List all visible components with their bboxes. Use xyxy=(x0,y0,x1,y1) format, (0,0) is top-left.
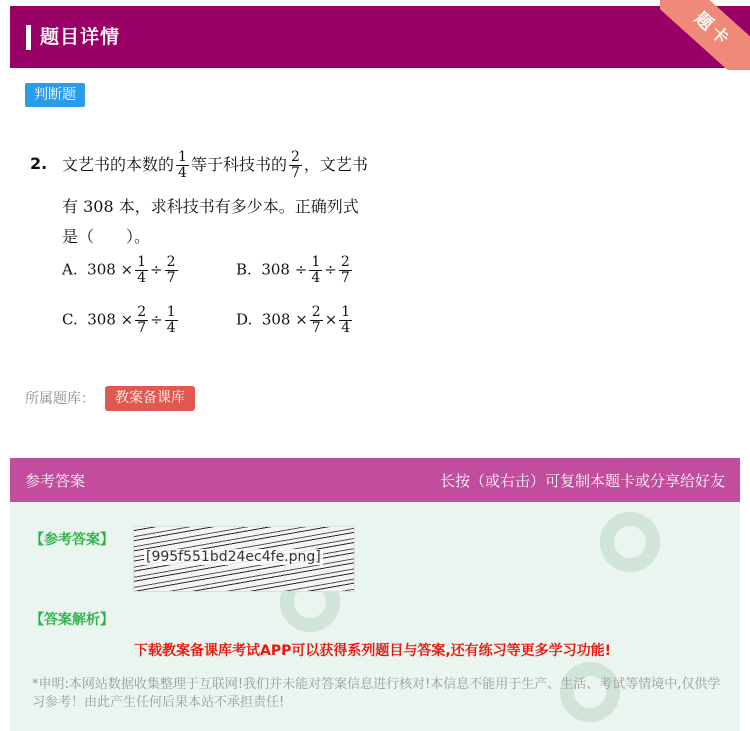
page-header xyxy=(10,6,750,68)
option-label: D. xyxy=(236,310,253,329)
reference-answer-label: 【参考答案】 xyxy=(30,532,114,548)
fraction-numerator: 2 xyxy=(340,254,350,270)
card-ribbon[interactable] xyxy=(660,0,750,70)
answer-image-filename: [995f551bd24ec4fe.png] xyxy=(146,549,321,565)
ribbon-label[interactable]: 题卡 xyxy=(660,0,750,70)
operator: ÷ xyxy=(150,310,163,329)
answer-body xyxy=(10,502,740,731)
answer-header xyxy=(10,458,740,502)
fraction-denominator: 7 xyxy=(311,320,321,336)
fraction-numerator: 1 xyxy=(166,304,176,320)
fraction-numerator: 1 xyxy=(311,254,321,270)
fraction-denominator: 4 xyxy=(341,320,351,336)
fraction xyxy=(339,305,352,336)
question-number: 2. xyxy=(30,154,48,173)
fraction-numerator: 1 xyxy=(178,149,187,165)
option-b xyxy=(236,255,354,286)
fraction xyxy=(339,255,352,286)
fraction-denominator: 7 xyxy=(137,320,147,336)
option-expression: 308 × xyxy=(87,260,134,279)
option-a xyxy=(62,255,180,286)
fraction-denominator: 7 xyxy=(340,270,350,286)
watermark-logo-icon xyxy=(600,512,660,572)
operator: × xyxy=(324,310,338,329)
option-label: C. xyxy=(62,310,78,329)
header-accent-bar xyxy=(26,25,31,50)
option-expression: 308 × xyxy=(87,310,134,329)
option-c xyxy=(62,305,180,336)
fraction xyxy=(135,255,148,286)
operator: ÷ xyxy=(324,260,337,279)
share-hint: 长按（或右击）可复制本题卡或分享给好友 xyxy=(439,472,725,490)
app-promo-text[interactable]: 下载教案备课库考试APP可以获得系列题目与答案,还有练习等更多学习功能! xyxy=(134,643,612,659)
question-text: 等于科技书的 xyxy=(190,155,287,174)
fraction xyxy=(310,305,323,336)
operator: ÷ xyxy=(150,260,163,279)
fraction-numerator: 2 xyxy=(311,304,321,320)
fraction-numerator: 2 xyxy=(137,304,147,320)
question-text: ，文艺书 xyxy=(303,155,368,174)
fraction xyxy=(135,305,148,336)
fraction xyxy=(289,150,302,181)
fraction-numerator: 1 xyxy=(137,254,147,270)
answer-image xyxy=(133,526,355,592)
question-type-tag: 判断题 xyxy=(25,83,85,107)
option-label: A. xyxy=(62,260,78,279)
fraction-denominator: 7 xyxy=(290,165,300,181)
option-d xyxy=(236,305,354,336)
fraction-numerator: 2 xyxy=(166,254,176,270)
question-bank-tag[interactable]: 教案备课库 xyxy=(105,386,195,411)
question-line-3: 是（ ）。 xyxy=(62,227,151,246)
fraction xyxy=(176,150,189,181)
fraction xyxy=(309,255,322,286)
option-expression: 308 × xyxy=(261,310,308,329)
fraction-denominator: 4 xyxy=(137,270,147,286)
question-line-2: 有 308 本，求科技书有多少本。正确列式 xyxy=(62,197,359,216)
option-label: B. xyxy=(236,260,252,279)
fraction xyxy=(165,305,178,336)
fraction-denominator: 7 xyxy=(166,270,176,286)
page-title: 题目详情 xyxy=(40,26,121,48)
fraction-denominator: 4 xyxy=(178,165,187,181)
disclaimer-text: *申明:本网站数据收集整理于互联网!我们并未能对答案信息进行核对!本信息不能用于生产、生活、考试等情境中,仅供学习参考！由此产生任何后果本站不承担责任! xyxy=(32,677,721,710)
question-bank-label: 所属题库： xyxy=(25,391,95,407)
analysis-label: 【答案解析】 xyxy=(30,612,114,628)
fraction xyxy=(165,255,178,286)
question-content xyxy=(30,140,430,355)
answer-header-title: 参考答案 xyxy=(25,472,86,490)
option-expression: 308 ÷ xyxy=(261,260,308,279)
fraction-numerator: 1 xyxy=(341,304,351,320)
fraction-denominator: 4 xyxy=(166,320,176,336)
question-text: 文艺书的本数的 xyxy=(62,155,175,174)
fraction-numerator: 2 xyxy=(290,149,300,165)
fraction-denominator: 4 xyxy=(311,270,321,286)
question-line-1 xyxy=(62,150,368,181)
